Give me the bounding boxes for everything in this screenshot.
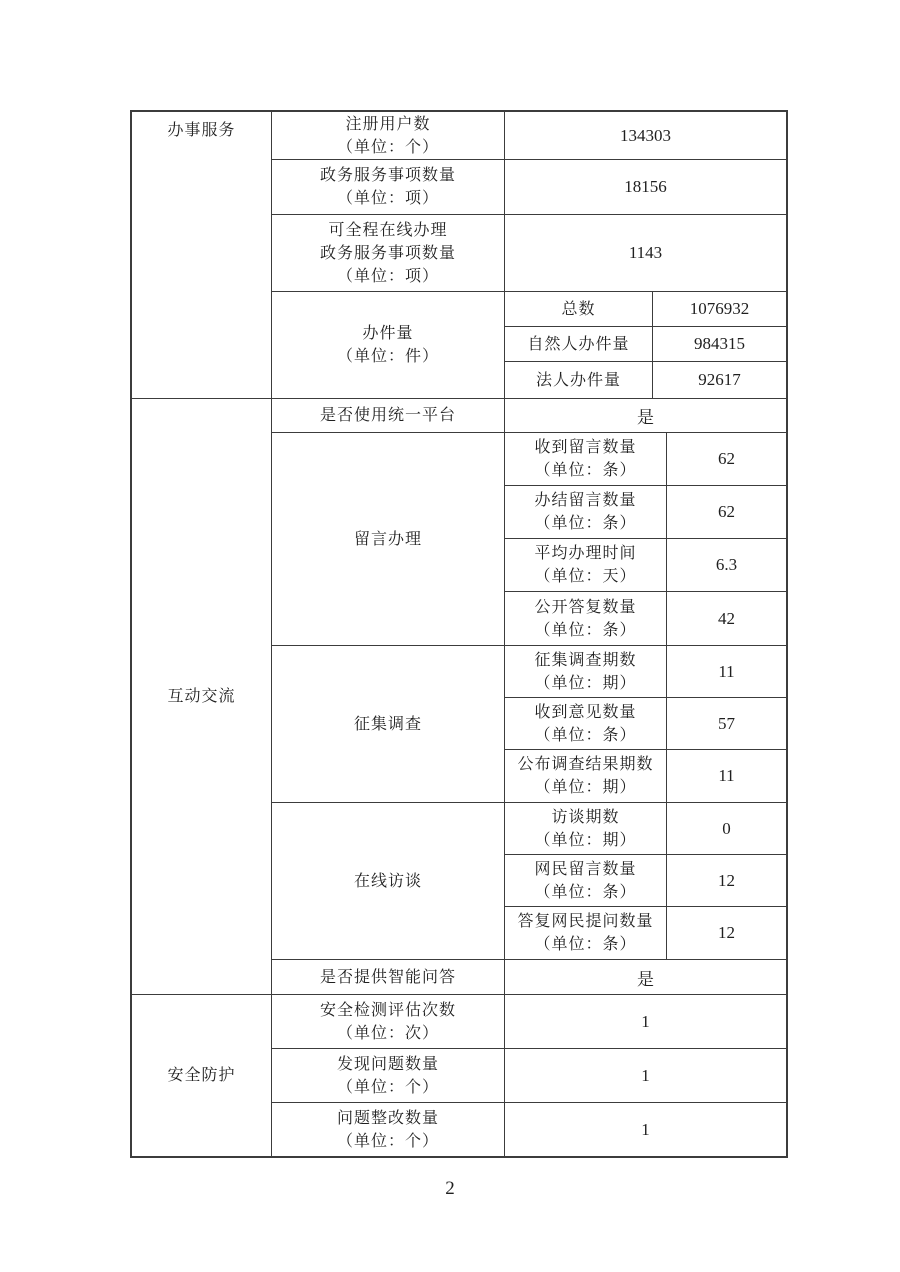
label-unit-line: （单位：期） [534, 779, 637, 796]
group-label-case-volume [272, 292, 505, 398]
label-unit-line: （单位：个） [336, 1132, 439, 1150]
category-label: 安全防护 [167, 1067, 236, 1084]
table-row-survey-issues [505, 646, 786, 698]
label-unit-line: （单位：项） [336, 267, 439, 285]
row-value: 是 [637, 969, 654, 989]
table-row-interview-sessions [505, 803, 786, 855]
subrow-label [505, 907, 667, 959]
label-unit-line: （单位：件） [336, 348, 439, 365]
label-line: 公布调查结果期数 [517, 756, 654, 773]
label-line: 自然人办件量 [527, 335, 630, 353]
table-row-public-replies [505, 592, 786, 645]
label-unit-line: （单位：条） [534, 726, 637, 744]
subrow-value: 11 [718, 766, 735, 785]
subrow-label [505, 646, 667, 697]
label-unit-line: （单位：期） [534, 831, 637, 849]
subrow-value: 6.3 [715, 555, 738, 574]
label-line: 政务服务事项数量 [319, 244, 456, 262]
label-unit-line: （单位：次） [336, 1024, 439, 1042]
label-line: 平均办理时间 [534, 545, 637, 562]
subrow-value: 11 [718, 661, 735, 681]
category-cell-security [132, 995, 272, 1156]
subrow-value: 57 [718, 713, 735, 733]
table-row-full-online-items [272, 215, 786, 292]
group-body-message-handling [505, 433, 786, 645]
label-unit-line: （单位：期） [534, 674, 637, 692]
subrow-value: 62 [718, 449, 735, 468]
table-row-security-assessments [272, 995, 786, 1049]
label-line: 总数 [561, 300, 596, 318]
subrow-label [505, 750, 667, 802]
label-line: 政务服务事项数量 [319, 167, 456, 184]
row-value: 134303 [620, 125, 671, 145]
subrow-label [505, 327, 653, 361]
subrow-value: 1076932 [689, 299, 750, 318]
label-unit-line: （单位：天） [534, 568, 637, 585]
table-row-problems-rectified [272, 1103, 786, 1156]
row-value: 是 [637, 408, 654, 427]
label-unit-line: （单位：条） [534, 515, 637, 532]
label-line: 答复网民提问数量 [517, 913, 654, 930]
row-label [272, 1103, 505, 1156]
subrow-value: 984315 [694, 334, 745, 353]
subrow-label [505, 362, 653, 398]
table-row-messages-completed [505, 486, 786, 539]
label-line: 可全程在线办理 [328, 221, 448, 239]
table-row-average-handling-time [505, 539, 786, 592]
label-line: 是否使用统一平台 [319, 407, 456, 424]
table-row-service-items [272, 160, 786, 215]
section-security-body [272, 995, 786, 1156]
subrow-value: 12 [718, 923, 735, 942]
label-line: 公开答复数量 [534, 598, 637, 616]
label-unit-line: （单位：条） [534, 621, 637, 639]
page-number: 2 [445, 1178, 455, 1199]
label-unit-line: （单位：个） [336, 138, 439, 156]
table-row-natural-person [505, 327, 786, 362]
group-body-online-interview [505, 803, 786, 959]
table-row-unified-platform [272, 399, 786, 433]
table-row-netizen-messages [505, 855, 786, 907]
group-label-survey [272, 646, 505, 802]
table-row-survey-results-published [505, 750, 786, 802]
group-online-interview [272, 803, 786, 960]
group-message-handling [272, 433, 786, 646]
subrow-label [505, 855, 667, 906]
subrow-label [505, 539, 667, 591]
label-line: 办件量 [362, 325, 414, 342]
label-unit-line: （单位：个） [336, 1078, 439, 1096]
row-label [272, 160, 505, 214]
label-line: 发现问题数量 [336, 1055, 439, 1073]
section-security [132, 995, 786, 1156]
label-line: 访谈期数 [551, 808, 620, 826]
subrow-label [505, 292, 653, 326]
subrow-value: 0 [722, 818, 731, 838]
label-line: 留言办理 [353, 530, 422, 548]
category-cell-service [132, 112, 272, 398]
table-row-opinions-received [505, 698, 786, 750]
label-unit-line: （单位：条） [534, 936, 637, 953]
label-unit-line: （单位：项） [336, 190, 439, 207]
table-row-messages-received [505, 433, 786, 486]
subrow-label [505, 433, 667, 485]
category-cell-interaction [132, 399, 272, 994]
row-label [272, 215, 505, 291]
group-body-case-volume [505, 292, 786, 398]
row-value: 1 [641, 1011, 650, 1031]
group-body-survey [505, 646, 786, 802]
label-line: 安全检测评估次数 [319, 1001, 456, 1019]
table-row-total [505, 292, 786, 327]
table-row-smart-qa [272, 960, 786, 994]
table-row-problems-found [272, 1049, 786, 1103]
section-interaction [132, 399, 786, 995]
subrow-label [505, 803, 667, 854]
subrow-label [505, 486, 667, 538]
section-service [132, 112, 786, 399]
row-value: 1 [641, 1119, 650, 1139]
table-row-legal-person [505, 362, 786, 398]
row-value: 1143 [628, 243, 663, 262]
subrow-label [505, 698, 667, 749]
label-line: 在线访谈 [353, 872, 422, 890]
subrow-value: 92617 [698, 370, 741, 389]
subrow-value: 12 [718, 870, 735, 890]
section-service-body [272, 112, 786, 398]
table-row-questions-answered [505, 907, 786, 959]
label-line: 注册用户数 [345, 115, 431, 133]
label-line: 办结留言数量 [534, 492, 637, 509]
label-line: 征集调查期数 [534, 651, 637, 669]
row-label [272, 995, 505, 1048]
row-label [272, 960, 505, 994]
subrow-value: 42 [718, 608, 735, 628]
label-line: 网民留言数量 [534, 860, 637, 878]
row-label [272, 112, 505, 159]
label-unit-line: （单位：条） [534, 883, 637, 901]
label-line: 问题整改数量 [336, 1109, 439, 1127]
label-unit-line: （单位：条） [534, 462, 637, 479]
label-line: 法人办件量 [535, 371, 621, 389]
row-value: 1 [641, 1065, 650, 1085]
row-label [272, 1049, 505, 1102]
group-case-volume [272, 292, 786, 398]
table-row-registered-users [272, 112, 786, 160]
government-site-report-table [130, 110, 788, 1158]
group-survey [272, 646, 786, 803]
group-label-message-handling [272, 433, 505, 645]
subrow-value: 62 [718, 502, 735, 521]
label-line: 是否提供智能问答 [319, 968, 456, 986]
category-label: 办事服务 [167, 122, 236, 139]
subrow-label [505, 592, 667, 645]
row-label [272, 399, 505, 432]
label-line: 收到留言数量 [534, 439, 637, 456]
label-line: 征集调查 [353, 715, 422, 733]
category-label: 互动交流 [167, 688, 236, 705]
label-line: 收到意见数量 [534, 703, 637, 721]
group-label-online-interview [272, 803, 505, 959]
section-interaction-body [272, 399, 786, 994]
row-value: 18156 [624, 177, 667, 196]
